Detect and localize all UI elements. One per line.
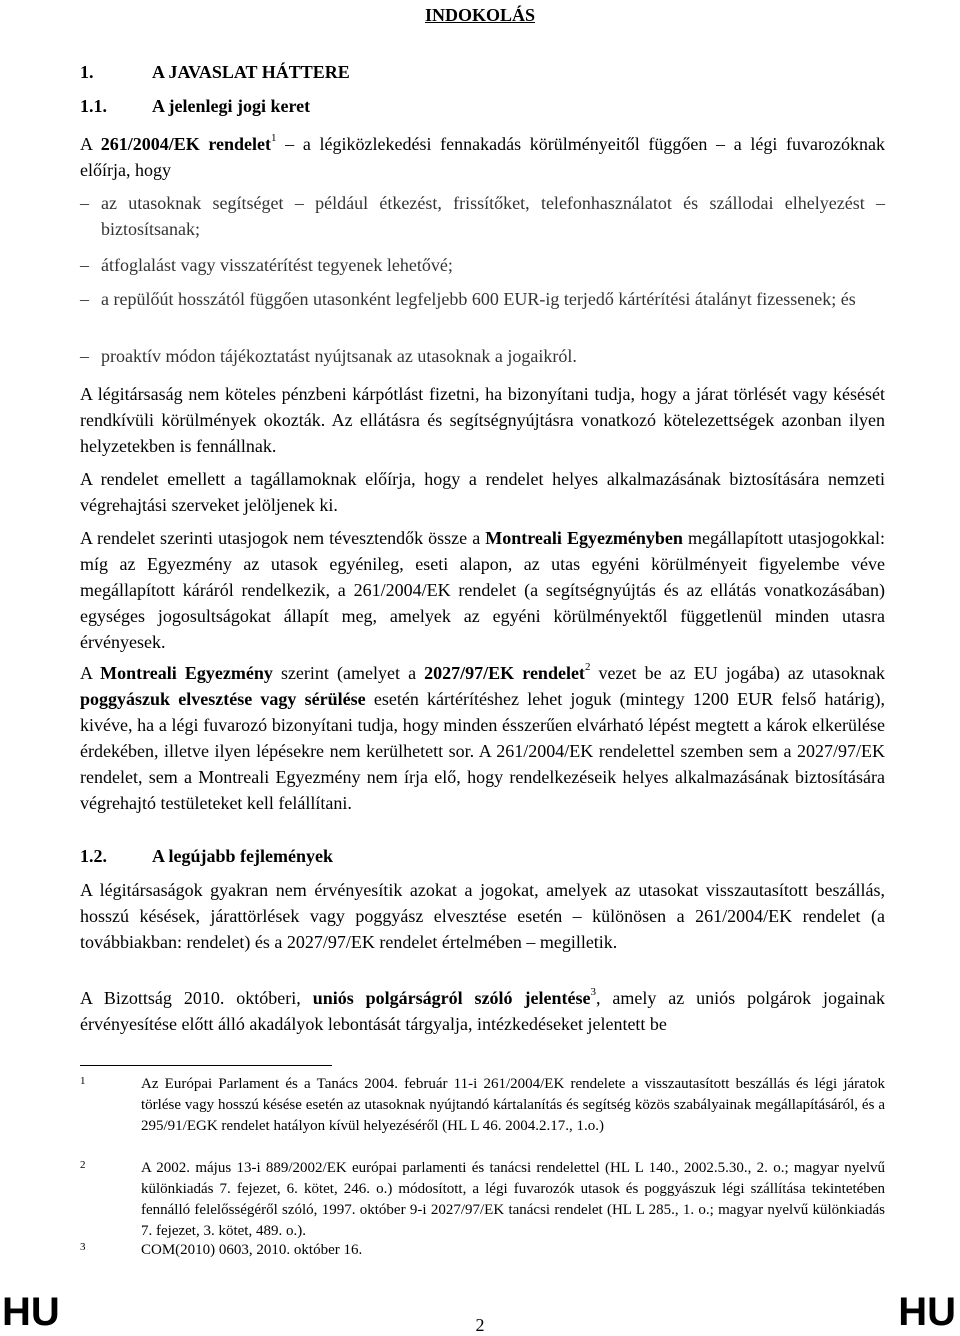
footnote-3: 3 COM(2010) 0603, 2010. október 16. xyxy=(80,1241,363,1258)
document-title: INDOKOLÁS xyxy=(424,5,536,25)
footnote-ref-1[interactable]: 1 xyxy=(271,132,277,144)
paragraph-montreal-comparison: A rendelet szerinti utasjogok nem tévesztendők össze a Montreali Egyezményben megállapított utasjogokkal: míg az Egyezmény az utasok egyénileg, eseti alapon, az utas egyéni körülményeit figyelembe véve megállapított káráról rendelkezik, a 261/2004/EK rendelet (a segítségnyújtás és az ellátás vonatkozásában) egységes jogosultságokat állapít meg, amelyek az egyéni körülményektől függetlenül minden utasra érvényesek. xyxy=(80,528,885,652)
section-heading-1: 1. A JAVASLAT HÁTTERE xyxy=(80,62,350,82)
list-item: – a repülőút hosszától függően utasonként legfeljebb 600 EUR-ig terjedő kártérítési átalányt fizessenek; és xyxy=(80,289,856,309)
footnote-separator xyxy=(80,1065,332,1066)
footnote-ref-2[interactable]: 2 xyxy=(584,661,591,673)
list-item: – proaktív módon tájékoztatást nyújtsanak az utasoknak a jogaikról. xyxy=(80,346,577,366)
footnote-2: 2 A 2002. május 13-i 889/2002/EK európai parlamenti és tanácsi rendelettel (HL L 140., 2002.5.30., 2. o.; magyar nyelvű különkiadás 7. fejezet, 6. kötet, 246. o.) módosított, a légi fuvarozók utasok és poggyászuk légi szállítása tekintetében fennálló felelősségéről szóló, 1997. október 9-i 2027/97/EK tanácsi rendelet (HL L 285., 1. o.; magyar nyelvű különkiadás 7. fejezet, 3. kötet, 489. o.). xyxy=(80,1159,885,1239)
paragraph-montreal-convention: A Montreali Egyezmény szerint (amelyet a 2027/97/EK rendelet$^2$ vezet be az EU jogába) az utasoknak poggyászuk elvesztése vagy sérülése esetén kártérítéshez lehet joguk (mintegy 1200 EUR felső határig), kivéve, ha a légi fuvarozó bizonyítani tudja, hogy minden ésszerűen elvárható lépést megtett a károk elkerülése érdekében, illetve ilyen lépésekre nem kerülhetett sor. A 261/2004/EK rendelettel szemben sem a 2027/97/EK rendelet, sem a Montreali Egyezmény nem írja elő, hogy rendelkezéseik helyes alkalmazásának biztosítására végrehajtó testületeket kell felállítani. xyxy=(80,661,885,813)
paragraph-citizenship-report: A Bizottság 2010. októberi, uniós polgárságról szóló jelentése$^3$, amely az uniós polgárok jogainak érvényesítése előtt álló akadályok lebontását tárgyalja, intézkedéseket jelentett be xyxy=(80,986,886,1034)
language-code-right: HU xyxy=(898,1290,956,1334)
paragraph-rights-not-enforced: A légitársaságok gyakran nem érvényesítik azokat a jogokat, amelyek az utasokat visszautasított beszállás, hosszú késések, járattörlések vagy poggyász elvesztése esetén – különösen a 261/2004/EK rendelet (a továbbiakban: rendelet) és a 2027/97/EK rendelet értelmében – megilletik. xyxy=(80,880,885,952)
paragraph-extraordinary-circumstances: A légitársaság nem köteles pénzbeni kárpótlást fizetni, ha bizonyítani tudja, hogy a járat törlését vagy késését rendkívüli körülmények okozták. Az ellátásra és segítségnyújtásra vonatkozó kötelezettségek azonban ilyen helyzetekben is fennállnak. xyxy=(80,384,885,456)
page-number: 2 xyxy=(475,1315,485,1335)
list-item: – az utasoknak segítséget – például étkezést, frissítőket, telefonhasználatot és szállodai elhelyezést – biztosítsanak; xyxy=(80,193,885,239)
footnote-1: 1 Az Európai Parlament és a Tanács 2004. február 11-i 261/2004/EK rendelete a visszautasított beszállás és légi járatok törlése vagy hosszú késése esetén az utasoknak nyújtandó kártalanítás és segítség közös szabályainak megállapításáról, és a 295/91/EGK rendelet hatályon kívül helyezéséről (HL L 46. 2004.2.17., 1.o.) xyxy=(80,1075,885,1134)
footnote-ref-3[interactable]: 3 xyxy=(590,986,596,998)
section-heading-1-2: 1.2. A legújabb fejlemények xyxy=(80,846,333,866)
paragraph-regulation-intro: A 261/2004/EK rendelet$^1$ – a légiközlekedési fennakadás körülményeitől függően – a légi fuvarozóknak előírja, hogy xyxy=(80,132,885,180)
language-code-left: HU xyxy=(2,1290,60,1334)
paragraph-enforcement-bodies: A rendelet emellett a tagállamoknak előírja, hogy a rendelet helyes alkalmazásának biztosítására nemzeti végrehajtási szerveket jelöljenek ki. xyxy=(80,469,885,515)
section-heading-1-1: 1.1. A jelenlegi jogi keret xyxy=(80,96,311,116)
list-item: – átfoglalást vagy visszatérítést tegyenek lehetővé; xyxy=(80,255,453,275)
